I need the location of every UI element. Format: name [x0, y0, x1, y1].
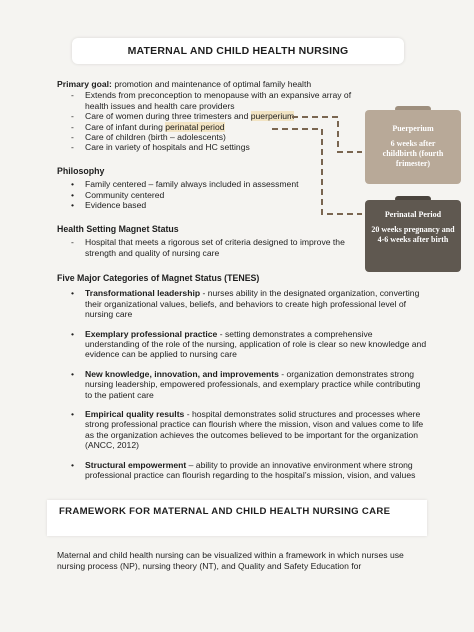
perinatal-connector — [272, 129, 362, 214]
list-item-text: Extends from preconception to menopause with an expansive array of health issues and health care providers — [85, 90, 352, 111]
list-item: • Family centered – family always included in assessment — [57, 179, 357, 189]
puerperium-note-title: Puerperium — [392, 124, 434, 133]
term-desc: – ability to provide an innovative environment where strong professional practice can flourish regarding to the hospital’s mission, vision, and values — [85, 459, 416, 481]
term: New knowledge, innovation, and improvements — [85, 368, 279, 379]
magnet-status-heading: Health Setting Magnet Status — [57, 224, 179, 234]
framework-body: Maternal and child health nursing can be visualized within a framework in which nurses use nursing process (NP), nursing theory (NT), and Quality and Safety Education for — [57, 550, 404, 571]
list-item: • Community centered — [57, 190, 357, 200]
perinatal-note-body: 20 weeks pregnancy and 4-6 weeks after birth — [371, 225, 455, 244]
list-item: - Hospital that meets a rigorous set of criteria designed to improve the strength and quality of nursing care — [57, 237, 357, 258]
perinatal-note-title: Perinatal Period — [384, 210, 442, 219]
framework-banner — [47, 500, 427, 536]
page-title: MATERNAL AND CHILD HEALTH NURSING — [127, 45, 349, 57]
list-item-text: Care in variety of hospitals and HC settings — [85, 142, 250, 153]
term: Exemplary professional practice — [85, 328, 218, 339]
term: Transformational leadership — [85, 288, 201, 299]
highlight-puerperium: puerperium — [250, 111, 295, 122]
term: Empirical quality results — [85, 409, 185, 420]
list-item-text: Care of children (birth – adolescents) — [85, 132, 226, 143]
term-desc: - setting demonstrates a comprehensive understanding of the role of the nursing, application of role is clear so new knowledge and evidence can be applied to nursing care — [85, 328, 427, 360]
term-desc: - organization demonstrates strong nursing leadership, empowered professionals, and exemplary practice while contributing to the patient care — [85, 368, 421, 400]
primary-goal-label: Primary goal: — [57, 79, 112, 89]
puerperium-connector — [292, 117, 362, 152]
tenes-heading: Five Major Categories of Magnet Status (TENES) — [57, 273, 260, 283]
list-item-text: Care of women during three trimesters and — [85, 111, 251, 122]
puerperium-note-body: 6 weeks after childbirth (fourth frimester) — [382, 139, 444, 168]
term: Structural empowerment — [85, 459, 187, 470]
term-desc: - hospital demonstrates solid structures and processes where strong professional practice can flourish where the mission, vison and values come to life as the organization achieves the outcomes believed to be important for the organization (ANCC, 2012) — [85, 409, 424, 451]
primary-goal-text: promotion and maintenance of optimal family health — [111, 79, 312, 89]
philosophy-heading: Philosophy — [57, 166, 105, 176]
framework-title: FRAMEWORK FOR MATERNAL AND CHILD HEALTH NURSING CARE — [59, 506, 391, 517]
list-item-text: Care of infant during — [85, 121, 166, 132]
term-desc: - nurses ability in the designated organization, converting their organizational values, beliefs, and behaviors to create high professional level of nursing care — [85, 288, 420, 320]
perinatal-note — [365, 200, 461, 272]
highlight-perinatal: perinatal period — [165, 121, 225, 132]
puerperium-note — [365, 110, 461, 184]
list-item: • Evidence based — [57, 200, 357, 210]
